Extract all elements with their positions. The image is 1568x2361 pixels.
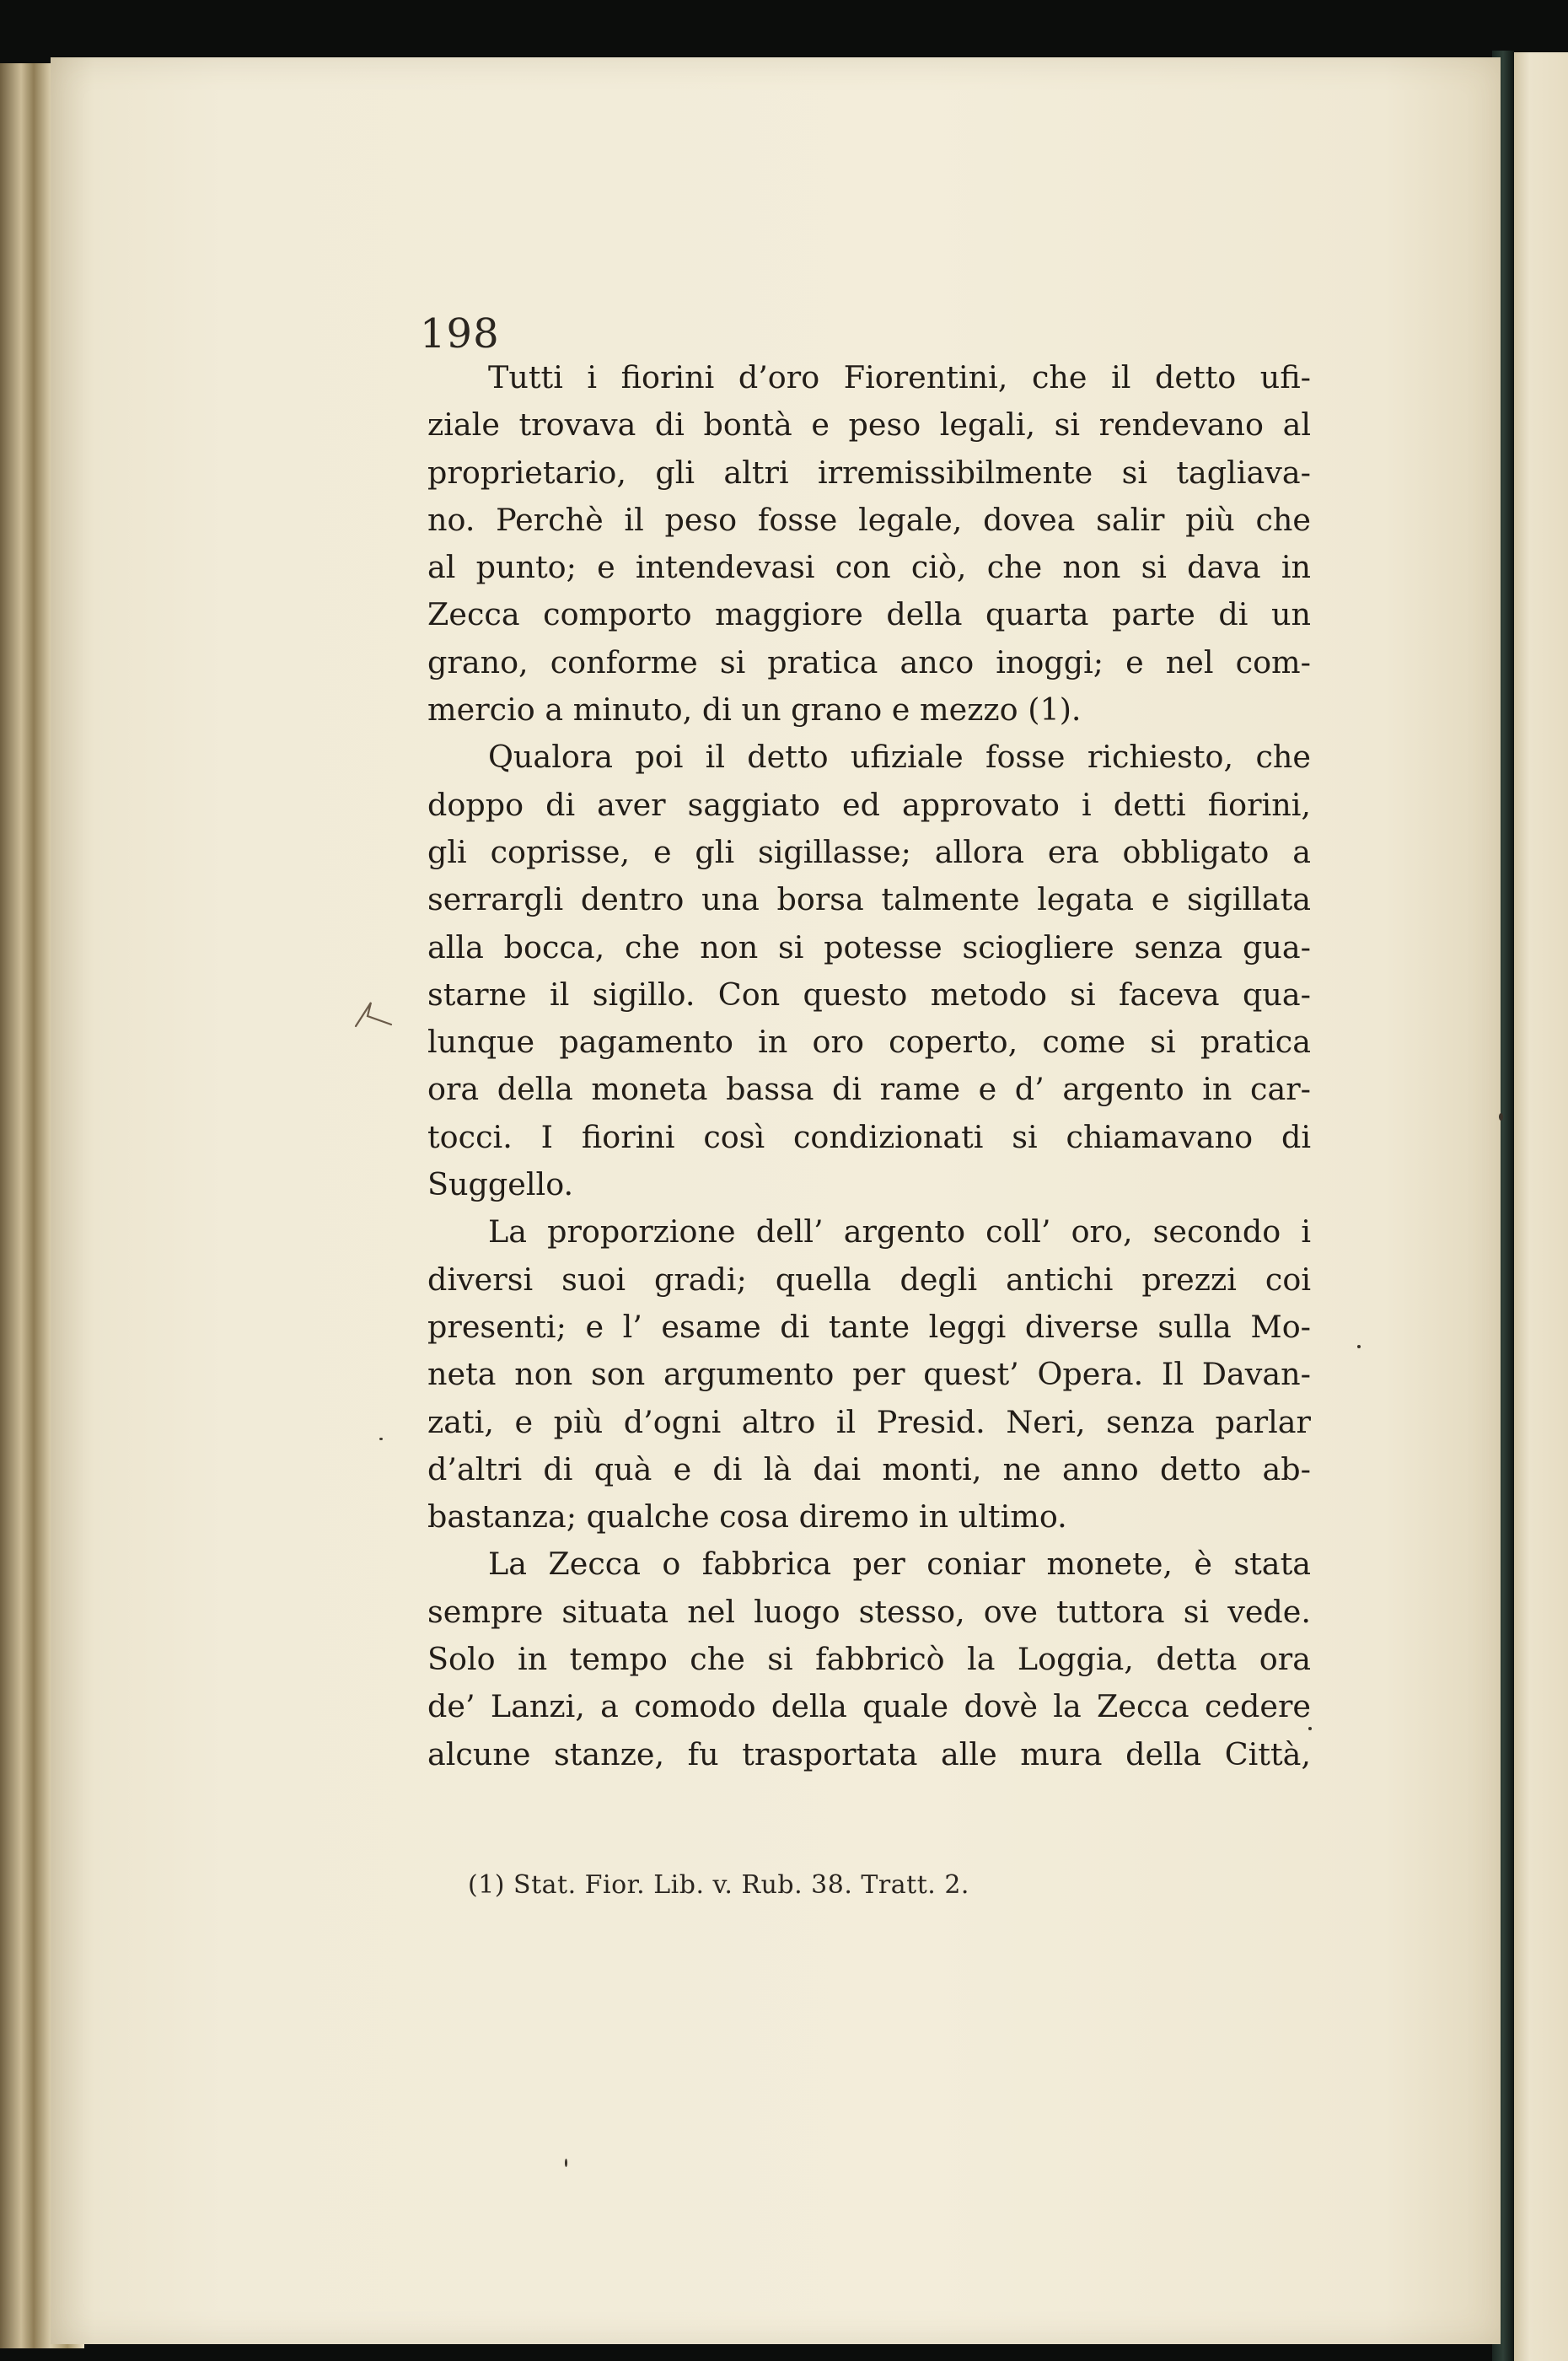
text-line: alla bocca, che non si potesse sciogliere senza gua- — [427, 928, 1311, 965]
text-line: bastanza; qualche cosa diremo in ultimo. — [427, 1498, 1067, 1535]
text-line: proprietario, gli altri irremissibilmente si tagliava- — [427, 454, 1311, 491]
text-line: La Zecca o fabbrica per coniar monete, è stata — [488, 1546, 1311, 1583]
text-line: ora della moneta bassa di rame e d’ argento in car- — [427, 1071, 1311, 1108]
text-line: serrargli dentro una borsa talmente legata e sigillata — [427, 881, 1311, 918]
text-line: tocci. I fiorini così condizionati si chiamavano di — [427, 1118, 1311, 1155]
text-line: presenti; e l’ esame di tante leggi diverse sulla Mo- — [427, 1308, 1311, 1345]
text-line: de’ Lanzi, a comodo della quale dovè la Zecca cedere — [427, 1688, 1311, 1725]
text-line: Zecca comporto maggiore della quarta parte di un — [427, 596, 1311, 633]
text-line: La proporzione dell’ argento coll’ oro, secondo i — [488, 1213, 1311, 1250]
text-line: al punto; e intendevasi con ciò, che non si dava in — [427, 549, 1311, 586]
text-line: ziale trovava di bontà e peso legali, si rendevano al — [427, 406, 1311, 444]
text-line: starne il sigillo. Con questo metodo si faceva qua- — [427, 976, 1311, 1013]
text-line: mercio a minuto, di un grano e mezzo (1). — [427, 691, 1082, 729]
text-line: Qualora poi il detto ufiziale fosse richiesto, che — [488, 739, 1311, 776]
text-line: doppo di aver saggiato ed approvato i detti fiorini, — [427, 786, 1311, 823]
text-line: no. Perchè il peso fosse legale, dovea salir più che — [427, 501, 1311, 538]
text-line: grano, conforme si pratica anco inoggi; e nel com- — [427, 643, 1311, 680]
text-line: Tutti i fiorini d’oro Fiorentini, che il detto ufi- — [488, 359, 1311, 395]
text-line: sempre situata nel luogo stesso, ove tuttora si vede. — [427, 1593, 1311, 1630]
text-line: Solo in tempo che si fabbricò la Loggia, detta ora — [427, 1641, 1311, 1678]
text-line: neta non son argumento per quest’ Opera. Il Davan- — [427, 1356, 1311, 1393]
text-line: zati, e più d’ogni altro il Presid. Neri, senza parlar — [427, 1403, 1311, 1440]
text-line: lunque pagamento in oro coperto, come si pratica — [427, 1024, 1311, 1061]
margin-annotation-mark — [352, 999, 395, 1030]
text-line: Suggello. — [427, 1166, 574, 1203]
text-line: diversi suoi gradi; quella degli antichi prezzi coi — [427, 1261, 1311, 1298]
footnote: (1) Stat. Fior. Lib. v. Rub. 38. Tratt. 2. — [468, 1870, 969, 1900]
facing-page-edge — [1509, 52, 1568, 2361]
page-number: 198 — [420, 310, 500, 358]
text-line: d’altri di quà e di là dai monti, ne anno detto ab- — [427, 1450, 1311, 1487]
text-line: gli coprisse, e gli sigillasse; allora era obbligato a — [427, 833, 1311, 870]
body-text — [427, 354, 1311, 1778]
text-line: alcune stanze, fu trasportata alle mura della Città, — [427, 1735, 1311, 1772]
